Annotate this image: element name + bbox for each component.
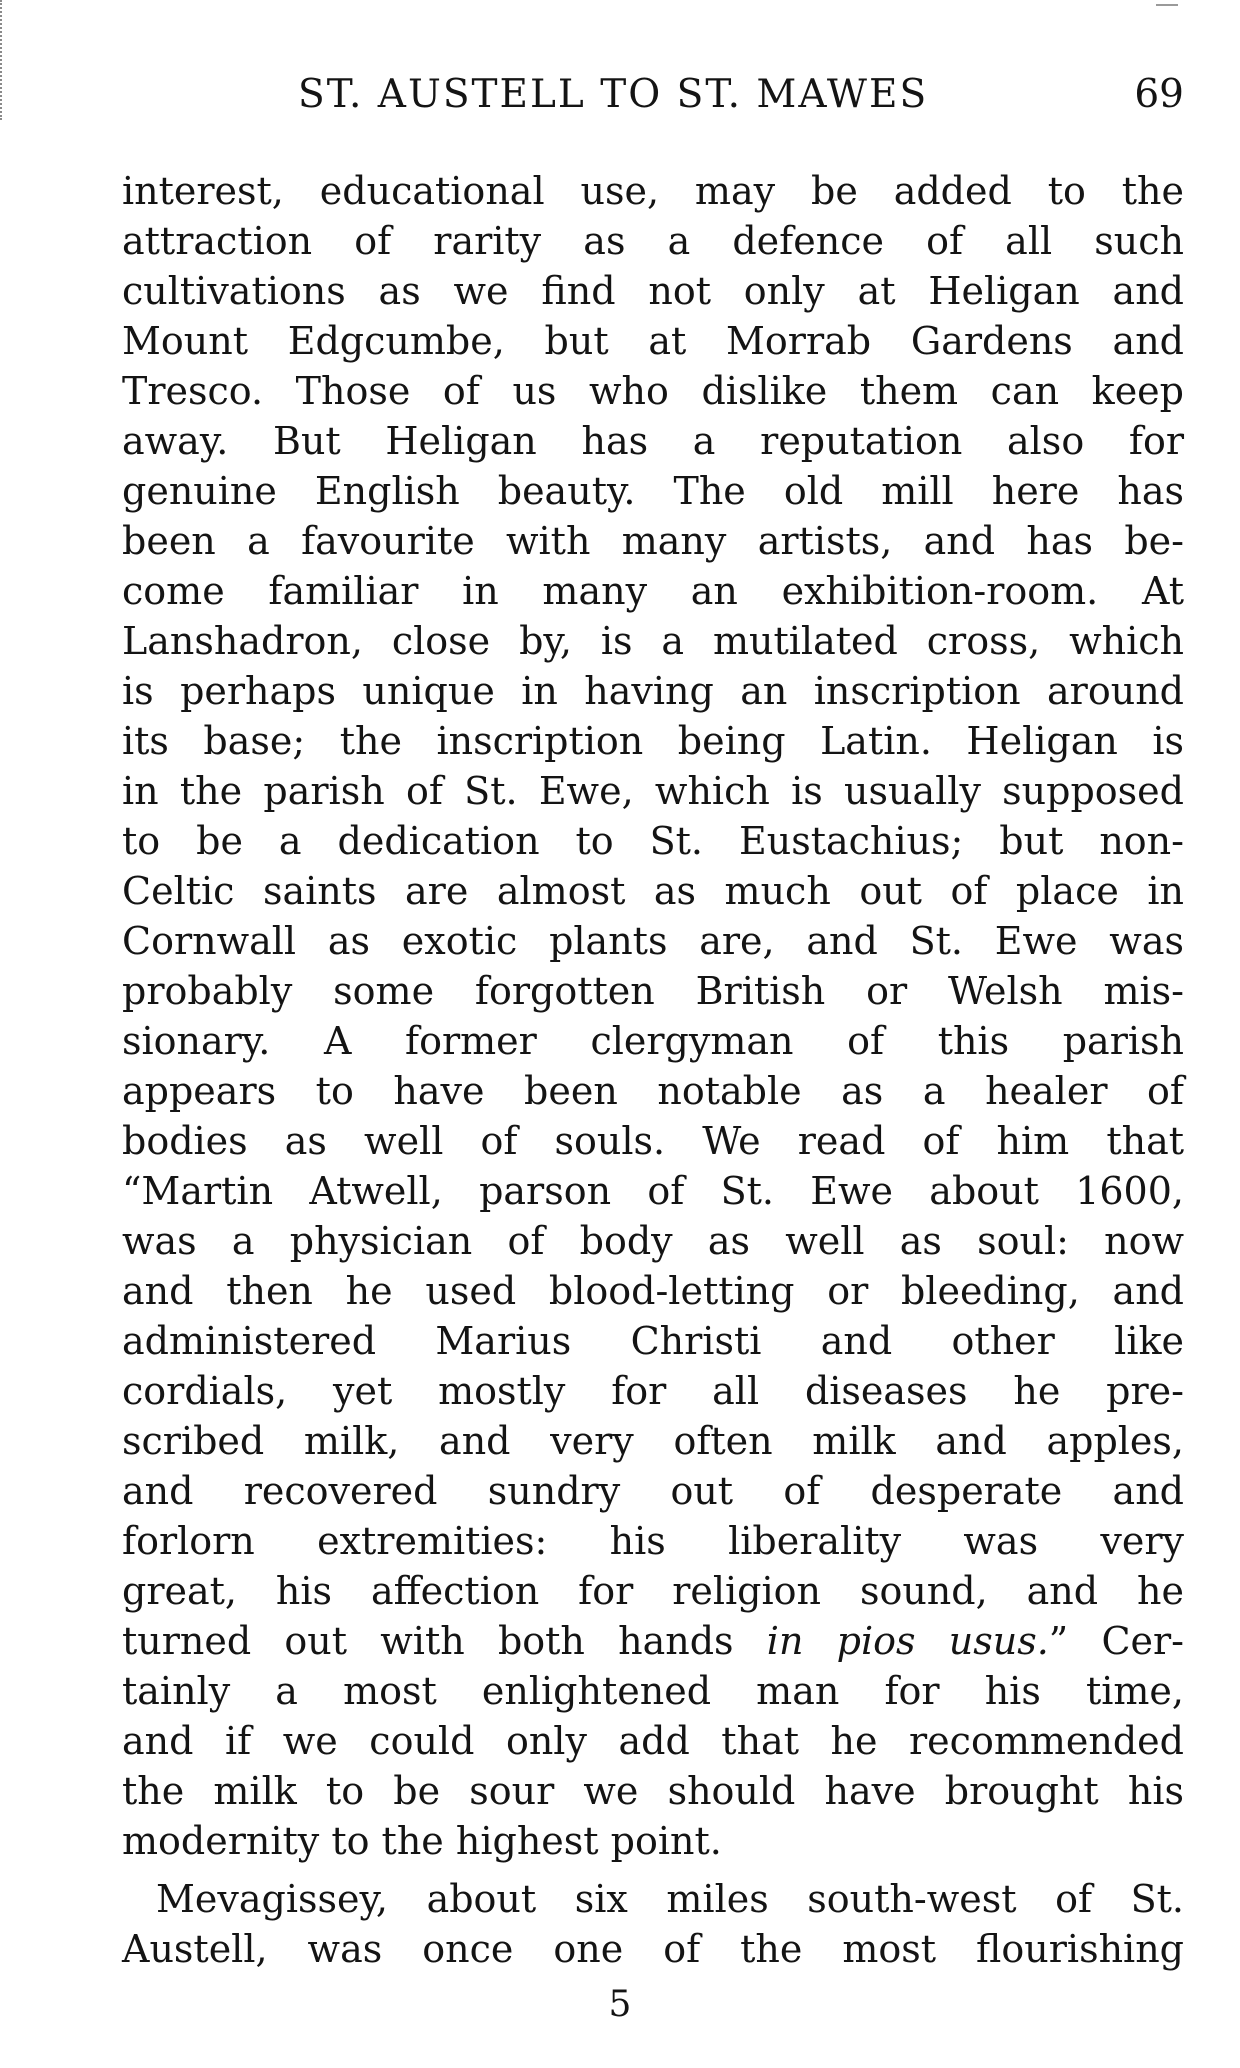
text-line: Tresco. Those of us who dislike them can keep bbox=[122, 369, 1184, 413]
text-line: sionary. A former clergyman of this parish bbox=[122, 1019, 1184, 1063]
latin-phrase: in pios usus. bbox=[766, 1619, 1049, 1663]
page-number: 69 bbox=[1134, 72, 1184, 117]
text-line: the milk to be sour we should have brought his bbox=[122, 1769, 1184, 1813]
text-line: was a physician of body as well as soul: now bbox=[122, 1219, 1184, 1263]
text-line: genuine English beauty. The old mill here has bbox=[122, 469, 1184, 513]
text-line: great, his affection for religion sound, and he bbox=[122, 1569, 1184, 1613]
text-line: Austell, was once one of the most flourishing bbox=[122, 1927, 1184, 1971]
text-line: scribed milk, and very often milk and apples, bbox=[122, 1419, 1184, 1463]
text-line: away. But Heligan has a reputation also for bbox=[122, 419, 1184, 463]
running-title: ST. AUSTELL TO ST. MAWES bbox=[298, 72, 929, 117]
text-line: to be a dedication to St. Eustachius; but non- bbox=[122, 819, 1184, 863]
text-line: Mount Edgcumbe, but at Morrab Gardens and bbox=[122, 319, 1184, 363]
text-line: been a favourite with many artists, and has be- bbox=[122, 519, 1184, 563]
signature-mark: 5 bbox=[608, 1984, 632, 2025]
text-line: is perhaps unique in having an inscription around bbox=[122, 669, 1184, 713]
text-line: Cornwall as exotic plants are, and St. Ewe was bbox=[122, 919, 1184, 963]
paragraph-1 bbox=[122, 166, 1184, 1866]
text-line: interest, educational use, may be added to the bbox=[122, 169, 1184, 213]
text-line: administered Marius Christi and other like bbox=[122, 1319, 1184, 1363]
text-line: cordials, yet mostly for all diseases he pre- bbox=[122, 1369, 1184, 1413]
text-line: come familiar in many an exhibition-room. At bbox=[122, 569, 1184, 613]
text-line: tainly a most enlightened man for his time, bbox=[122, 1669, 1184, 1713]
text-run: ” Cer- bbox=[1048, 1619, 1185, 1663]
text-line: modernity to the highest point. bbox=[122, 1819, 722, 1863]
text-line: and if we could only add that he recommended bbox=[122, 1719, 1184, 1763]
text-line: Mevagissey, about six miles south-west of St. bbox=[156, 1877, 1184, 1921]
text-run: turned out with both hands bbox=[122, 1619, 767, 1663]
body-text bbox=[122, 166, 1184, 1974]
text-line-with-italic bbox=[122, 1616, 1184, 1666]
text-line: forlorn extremities: his liberality was very bbox=[122, 1519, 1184, 1563]
text-line: bodies as well of souls. We read of him that bbox=[122, 1119, 1184, 1163]
text-line: and then he used blood-letting or bleeding, and bbox=[122, 1269, 1184, 1313]
page-edge-mark bbox=[0, 0, 5, 120]
corner-tick-mark bbox=[1156, 4, 1178, 6]
text-line: cultivations as we find not only at Heligan and bbox=[122, 269, 1184, 313]
text-line: Celtic saints are almost as much out of place in bbox=[122, 869, 1184, 913]
text-line: Lanshadron, close by, is a mutilated cross, which bbox=[122, 619, 1184, 663]
text-line: and recovered sundry out of desperate and bbox=[122, 1469, 1184, 1513]
text-line: probably some forgotten British or Welsh mis- bbox=[122, 969, 1184, 1013]
paragraph-2 bbox=[122, 1874, 1184, 1974]
running-head bbox=[122, 72, 1184, 122]
text-line: “Martin Atwell, parson of St. Ewe about 1600, bbox=[122, 1169, 1184, 1213]
text-line: in the parish of St. Ewe, which is usually supposed bbox=[122, 769, 1184, 813]
text-line: its base; the inscription being Latin. Heligan is bbox=[122, 719, 1184, 763]
text-line: appears to have been notable as a healer of bbox=[122, 1069, 1184, 1113]
text-line: attraction of rarity as a defence of all such bbox=[122, 219, 1184, 263]
